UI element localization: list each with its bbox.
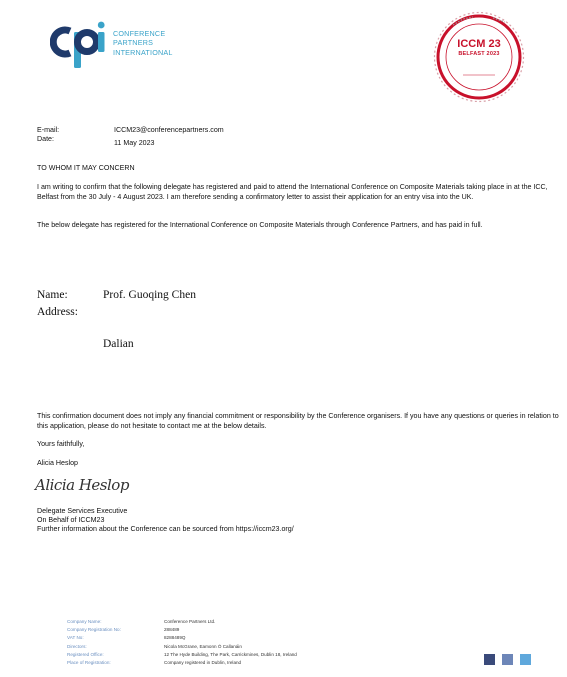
footer-square: [520, 654, 531, 665]
footer-label: Company Name:: [67, 619, 102, 624]
registration-paragraph: The below delegate has registered for the International Conference on Composite Materials through Conference Partners, and has paid in full.: [37, 221, 483, 229]
logo-line-international: INTERNATIONAL: [113, 47, 173, 57]
address-label: Address:: [37, 306, 78, 318]
name-value: Prof. Guoqing Chen: [103, 289, 196, 301]
iccm-badge: [433, 11, 525, 103]
badge-title: ICCM 23: [457, 38, 501, 50]
signer-title: Delegate Services Executive: [37, 507, 128, 515]
logo-line-conference: CONFERENCE: [113, 29, 166, 38]
footer-label: Registered Office:: [67, 651, 104, 657]
badge-subtitle: BELFAST 2023: [458, 51, 500, 57]
footer-labels: [67, 618, 159, 667]
footer-label: Directors:: [67, 643, 87, 649]
signer-name: Alicia Heslop: [37, 459, 79, 467]
logo-line-partners: PARTNERS: [113, 38, 154, 48]
footer-value: 288489: [164, 627, 180, 633]
date-label: Date:: [37, 135, 54, 143]
on-behalf: On Behalf of ICCM23: [37, 516, 105, 524]
footer-square: [484, 654, 495, 665]
footer-label: VAT No:: [67, 635, 84, 641]
footer-label: Company Registration No:: [67, 627, 121, 633]
date-value: 11 May 2023: [114, 139, 155, 147]
footer-value: Conference Partners Ltd.: [164, 619, 216, 624]
footer-value: 8288489Q: [164, 635, 186, 641]
confirmation-paragraph: I am writing to confirm that the following delegate has registered and paid to attend the International Conference on Composite Materials taking place in at the ICC, Belfast from the 30 July - 4 August 2023. I am therefore sending a confirmatory letter to assist their application for an entry visa into the UK.: [37, 183, 548, 201]
closing: Yours faithfully,: [37, 440, 85, 448]
footer-value: 12 The Hyde Building, The Park, Carrickmines, Dublin 18, Ireland: [164, 651, 297, 657]
address-value: Dalian: [103, 338, 134, 350]
logo-text: [113, 29, 173, 57]
disclaimer-paragraph: This confirmation document does not imply any financial commitment or responsibility by the Conference organisers. If you have any questions or queries in relation to this application, please do not hesitate to contact me at the below details.: [37, 412, 559, 430]
salutation: TO WHOM IT MAY CONCERN: [37, 164, 135, 172]
handwritten-signature: Alicia Heslop: [35, 476, 129, 494]
footer-value: Company registered in Dublin, Ireland: [164, 660, 242, 666]
further-info: Further information about the Conference can be sourced from https://iccm23.org/: [37, 525, 294, 533]
footer-square: [502, 654, 513, 665]
email-label: E-mail:: [37, 126, 60, 134]
cpi-logo: [50, 20, 110, 70]
footer-values: [164, 618, 384, 667]
email-value: ICCM23@conferencepartners.com: [114, 126, 224, 134]
name-label: Name:: [37, 289, 68, 301]
footer-value: Nicola McGrane, Eamonn Ó Callanáin: [164, 643, 242, 649]
footer-label: Place of Registration:: [67, 660, 111, 666]
